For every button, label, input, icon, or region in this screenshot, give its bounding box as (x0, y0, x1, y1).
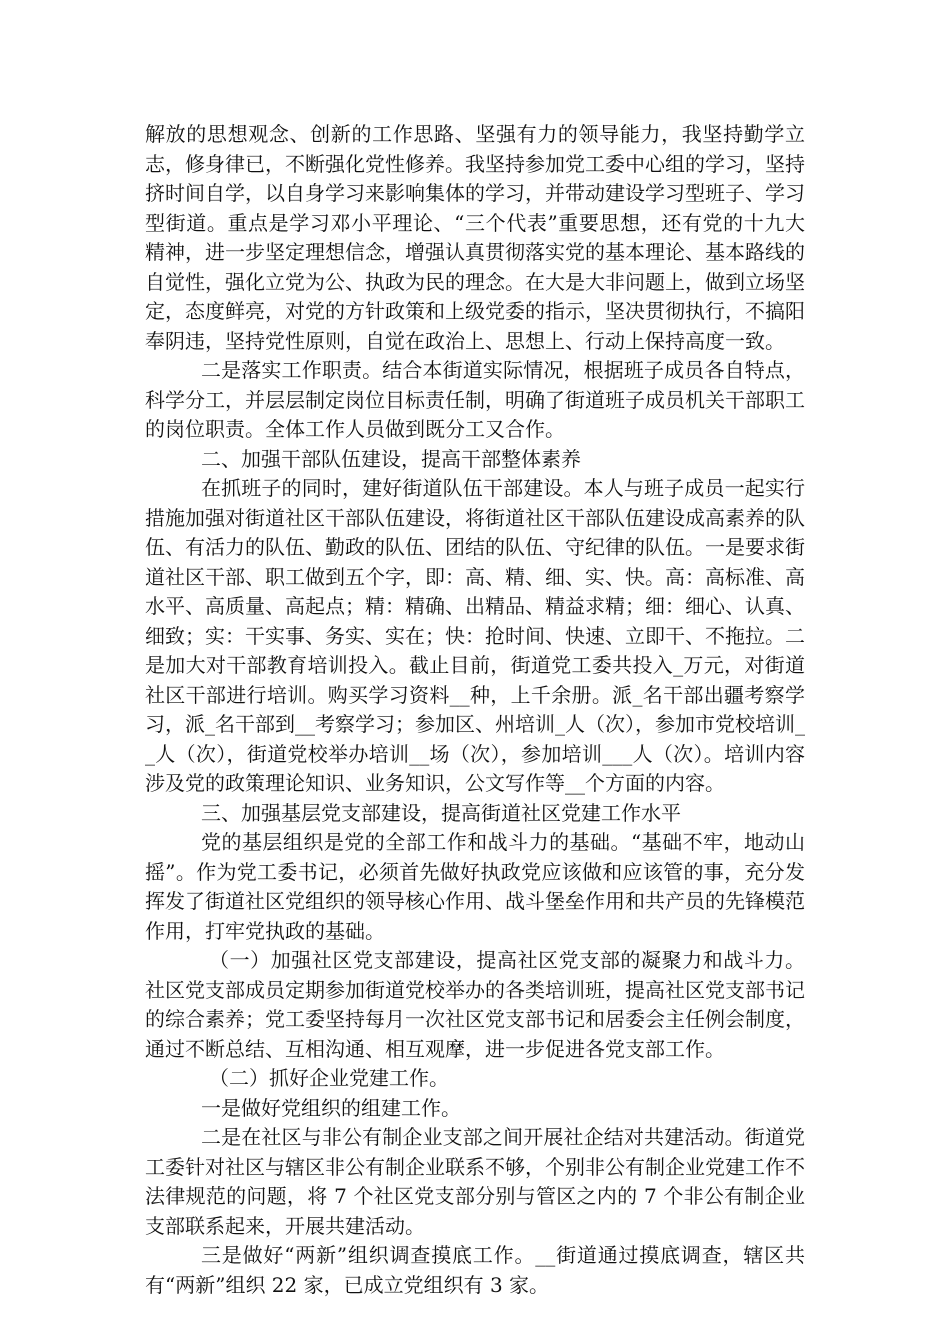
subheading-enterprise-party: （二）抓好企业党建工作。 (209, 1066, 449, 1090)
paragraph-grassroots-foundation: 党的基层组织是党的全部工作和战斗力的基础。“基础不牢，地动山摇”。作为党工委书记，必须首先做好执政党应该做和应该管的事，充分发挥发了街道社区党组织的领导核心作用、战斗堡垒作用和共产员的先锋模范作用，打牢党执政的基础。 (145, 830, 805, 943)
paragraph-two-new-survey: 三是做好“两新”组织调查摸底工作。__街道通过摸底调查，辖区共有“两新”组织 22 家，已成立党组织有 3 家。 (145, 1243, 805, 1297)
paragraph-organization-building: 一是做好党组织的组建工作。 (201, 1095, 461, 1120)
paragraph-joint-construction: 二是在社区与非公有制企业支部之间开展社企结对共建活动。街道党工委针对社区与辖区非公有制企业联系不够，个别非公有制企业党建工作不法律规范的问题，将 7 个社区党支部分别与管区之内的 7 个非公有制企业支部联系起来，开展共建活动。 (145, 1125, 805, 1238)
section-heading-party-branch: 三、加强基层党支部建设，提高街道社区党建工作水平 (201, 800, 681, 825)
paragraph-cadre-team: 在抓班子的同时，建好街道队伍干部建设。本人与班子成员一起实行措施加强对街道社区干部队伍建设，将街道社区干部队伍建设成高素养的队伍、有活力的队伍、勤政的队伍、团结的队伍、守纪律的队伍。一是要求街道社区干部、职工做到五个字，即：高、精、细、实、快。高：高标准、高水平、高质量、高起点；精：精确、出精品、精益求精；细：细心、认真、细致；实：干实事、务实、实在；快：抢时间、快速、立即干、不拖拉。二是加大对干部教育培训投入。截止目前，街道党工委共投入_万元，对街道社区干部进行培训。购买学习资料__种，上千余册。派_名干部出疆考察学习，派_名干部到__考察学习；参加区、州培训_人（次），参加市党校培训__人（次），街道党校举办培训__场（次），参加培训___人（次）。培训内容涉及党的政策理论知识、业务知识，公文写作等__个方面的内容。 (145, 476, 805, 795)
document-page (145, 120, 805, 1300)
section-heading-cadre-team: 二、加强干部队伍建设，提高干部整体素养 (201, 446, 581, 471)
paragraph-study-continuation: 解放的思想观念、创新的工作思路、坚强有力的领导能力，我坚持勤学立志，修身律已，不断强化党性修养。我坚持参加党工委中心组的学习，坚持挤时间自学，以自身学习来影响集体的学习，并带动建设学习型班子、学习型街道。重点是学习邓小平理论、“三个代表”重要思想，还有党的十九大精神，进一步坚定理想信念，增强认真贯彻落实党的基本理论、基本路线的自觉性，强化立党为公、执政为民的理念。在大是大非问题上，做到立场坚定，态度鲜亮，对党的方针政策和上级党委的指示，坚决贯彻执行，不搞阳奉阴违，坚持党性原则，自觉在政治上、思想上、行动上保持高度一致。 (145, 122, 805, 353)
paragraph-community-branch: （一）加强社区党支部建设，提高社区党支部的凝聚力和战斗力。社区党支部成员定期参加街道党校举办的各类培训班，提高社区党支部书记的综合素养；党工委坚持每月一次社区党支部书记和居委会主任例会制度，通过不断总结、互相沟通、相互观摩，进一步促进各党支部工作。 (145, 948, 805, 1061)
paragraph-work-duties: 二是落实工作职责。结合本街道实际情况，根据班子成员各自特点，科学分工，并层层制定岗位目标责任制，明确了街道班子成员机关干部职工的岗位职责。全体工作人员做到既分工又合作。 (145, 358, 805, 441)
